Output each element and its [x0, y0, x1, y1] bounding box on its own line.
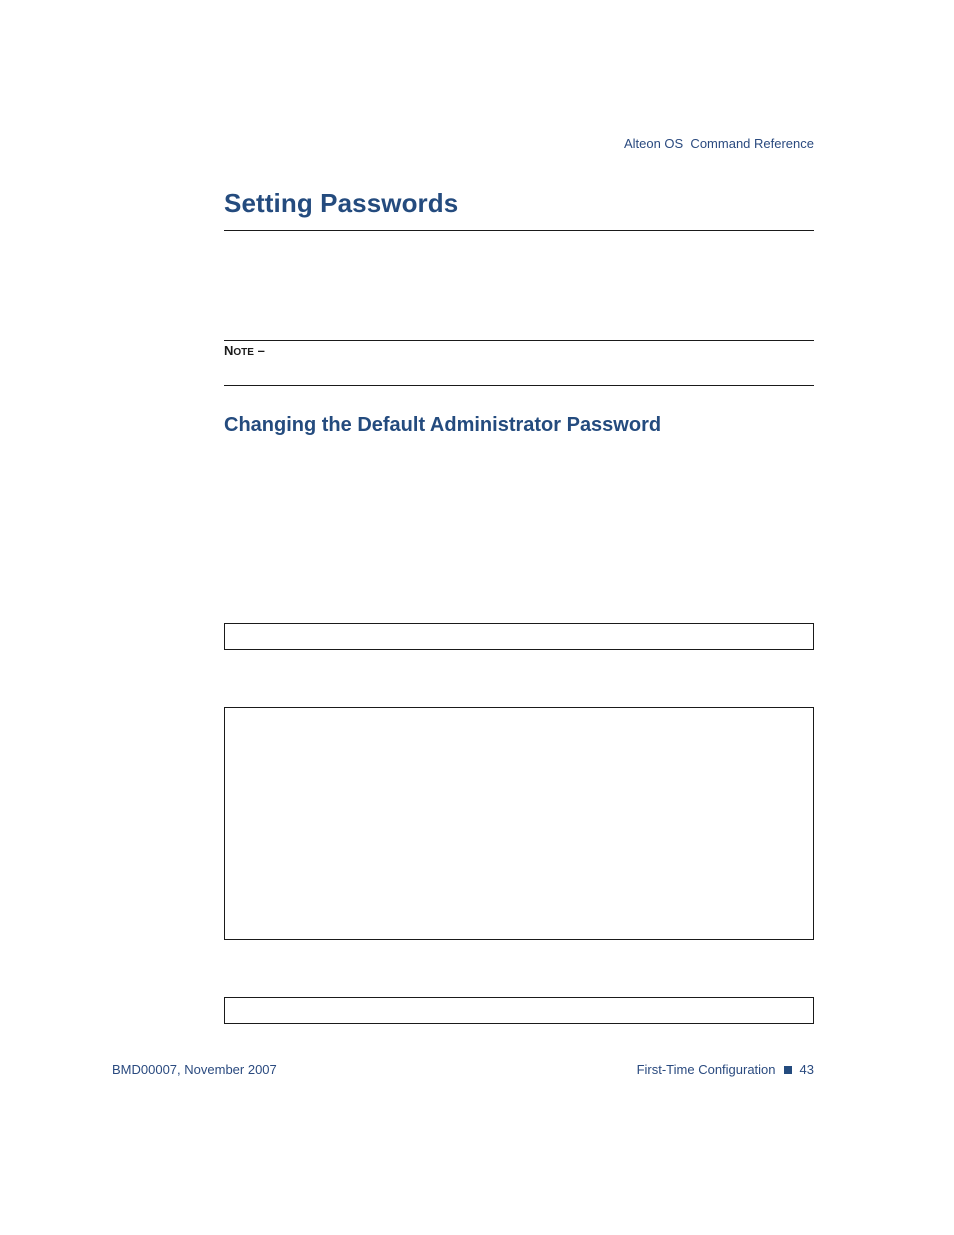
note-bottom-rule	[224, 385, 814, 386]
page-title: Setting Passwords	[224, 188, 459, 218]
title-rule	[224, 230, 814, 231]
footer-doc-id: BMD00007, November 2007	[112, 1062, 277, 1077]
code-box-1	[224, 623, 814, 650]
note-label-dash: –	[253, 343, 265, 358]
note-label-initial: N	[224, 343, 234, 358]
section-heading: Changing the Default Administrator Password	[224, 414, 662, 436]
running-header: Alteon OS Command Reference	[623, 136, 814, 151]
footer-right	[637, 1062, 814, 1077]
square-icon	[784, 1066, 792, 1074]
note-label-smallcaps: OTE	[233, 347, 254, 358]
code-box-2	[224, 707, 814, 940]
code-box-3	[224, 997, 814, 1024]
footer-chapter: First-Time Configuration	[636, 1062, 776, 1077]
note-label	[224, 343, 265, 358]
footer-page-number: 43	[799, 1062, 814, 1077]
note-top-rule	[224, 340, 814, 341]
